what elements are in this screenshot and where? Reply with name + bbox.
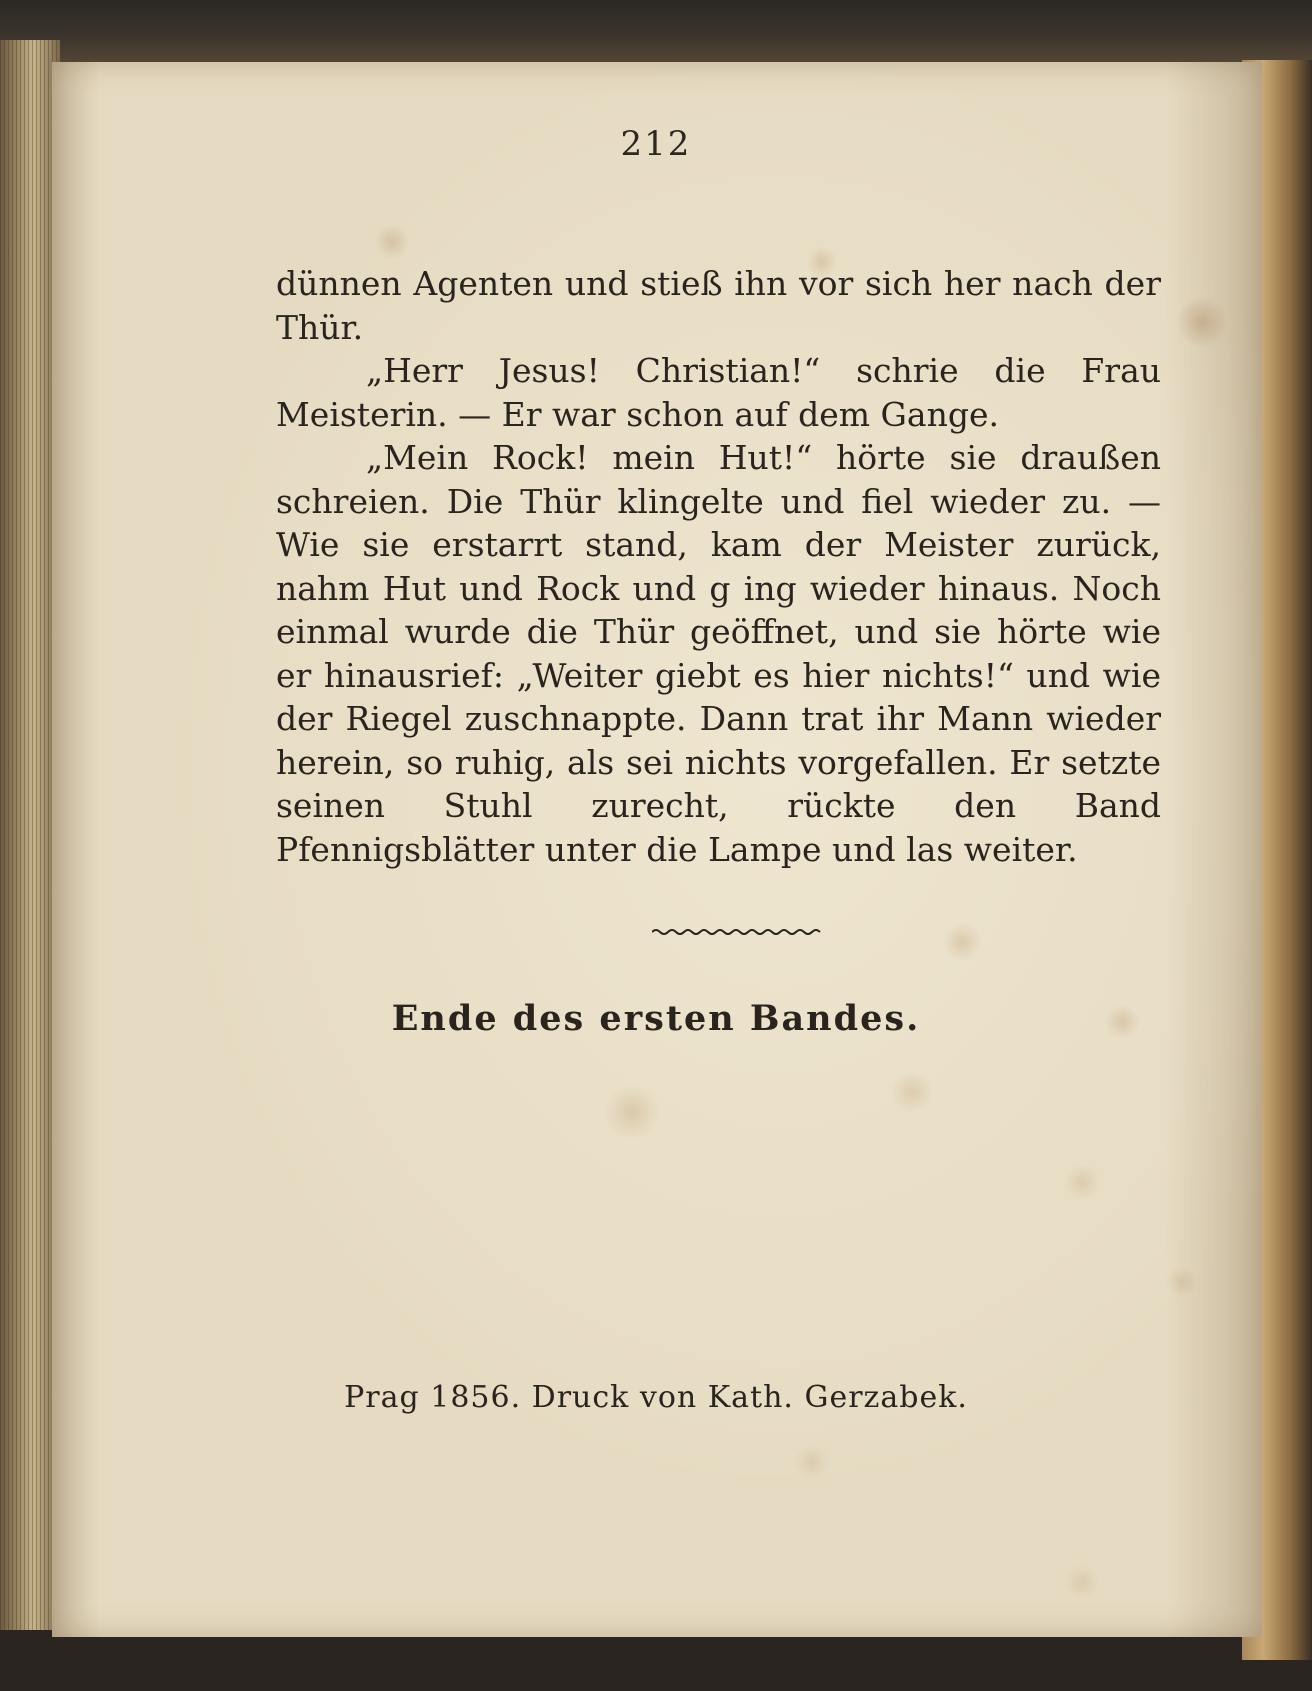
paragraph-3: „Mein Rock! mein Hut!“ hörte sie draußen schreien. Die Thür klingelte und fiel wieder zu. — Wie sie erstarrt stand, kam der Meister zurück, nahm Hut und Rock und g ing wieder hinaus. Noch einmal wurde die Thür geöffnet, und sie hörte wie er hinausrief: „Weiter giebt es hier nichts!“ und wie der Riegel zuschnappte. Dann trat ihr Mann wieder herein, so ruhig, als sei nichts vorgefallen. Er setzte seinen Stuhl zurecht, rückte den Band Pfennigsblätter unter die Lampe und las weiter. <box>276 438 1161 869</box>
wavy-separator <box>652 926 822 938</box>
page-number: 212 <box>620 124 692 164</box>
book-cover-top <box>0 0 1312 70</box>
paragraph-1: dünnen Agenten und stieß ihn vor sich her nach der Thür. <box>276 264 1161 347</box>
body-text <box>276 262 1161 871</box>
printer-imprint: Prag 1856. Druck von Kath. Gerzabek. <box>344 1380 968 1415</box>
end-of-volume-title: Ende des ersten Bandes. <box>391 998 921 1039</box>
paragraph-2: „Herr Jesus! Christian!“ schrie die Frau Meisterin. — Er war schon auf dem Gange. <box>276 351 1161 434</box>
